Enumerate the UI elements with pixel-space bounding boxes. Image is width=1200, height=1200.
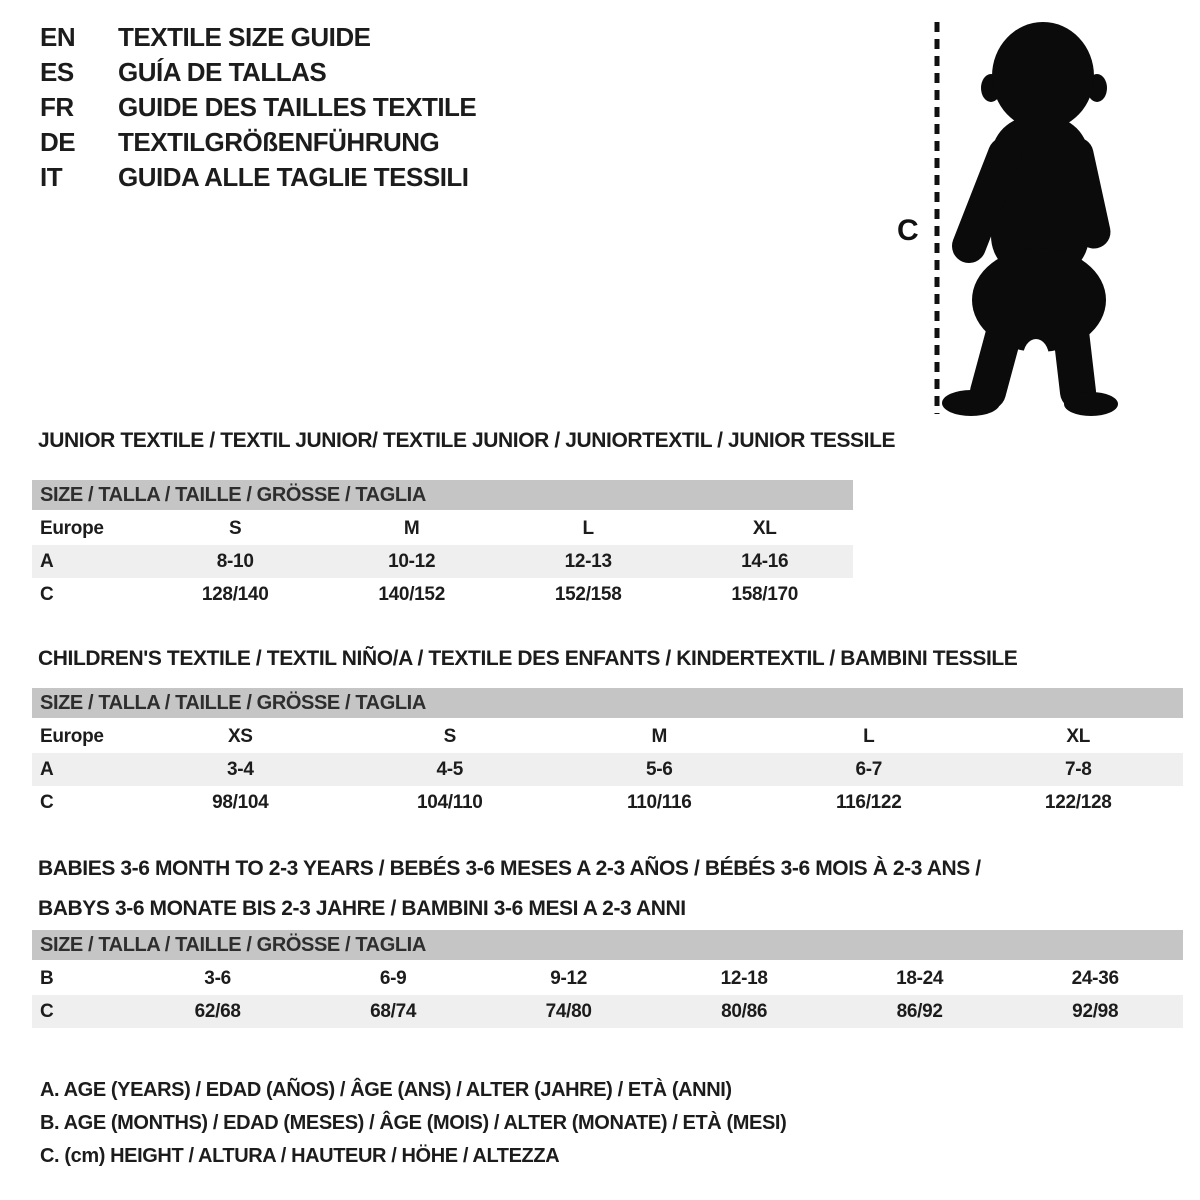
table-cell: 122/128 — [1044, 791, 1112, 813]
column-header: L — [582, 517, 594, 539]
table-row-b — [32, 962, 1183, 995]
toddler-shape — [942, 22, 1118, 416]
section-title-junior — [38, 428, 1183, 454]
language-title: GUIDE DES TAILLES TEXTILE — [118, 92, 477, 122]
table-cell: 92/98 — [1072, 1000, 1119, 1022]
size-header-bar: SIZE / TALLA / TAILLE / GRÖSSE / TAGLIA — [32, 930, 1183, 960]
table-cell: 6-9 — [379, 967, 407, 989]
table-cell: 116/122 — [835, 791, 902, 813]
table-cell: 104/110 — [417, 791, 483, 813]
table-header-row — [32, 512, 853, 545]
table-cell: 62/68 — [194, 1000, 241, 1022]
language-code: EN — [40, 22, 76, 52]
children-size-table — [32, 720, 1183, 819]
column-label: Europe — [40, 517, 104, 539]
table-cell: 152/158 — [554, 583, 622, 605]
column-header: M — [651, 725, 668, 747]
section-title-babies — [38, 849, 1183, 929]
column-header: XS — [227, 725, 253, 747]
language-code: FR — [40, 92, 74, 122]
language-title: TEXTILGRÖßENFÜHRUNG — [118, 127, 440, 157]
row-label: A — [40, 758, 54, 780]
table-cell: 9-12 — [550, 967, 588, 989]
measurement-legend — [40, 1074, 1183, 1173]
column-header: M — [403, 517, 420, 539]
legend-line-b: B. AGE (MONTHS) / EDAD (MESES) / ÂGE (MOIS) / ALTER (MONATE) / ETÀ (MESI) — [40, 1112, 787, 1134]
table-cell: 10-12 — [388, 550, 436, 572]
table-cell: 86/92 — [896, 1000, 943, 1022]
table-cell: 158/170 — [731, 583, 799, 605]
toddler-silhouette — [885, 14, 1155, 419]
size-header-bar: SIZE / TALLA / TAILLE / GRÖSSE / TAGLIA — [32, 480, 853, 510]
table-cell: 128/140 — [201, 583, 269, 605]
language-code: IT — [40, 162, 63, 192]
section-title-line: CHILDREN'S TEXTILE / TEXTIL NIÑO/A / TEXTILE DES ENFANTS / KINDERTEXTIL / BAMBINI TESSILE — [38, 647, 1018, 670]
language-title: GUÍA DE TALLAS — [118, 57, 327, 87]
table-cell: 18-24 — [896, 967, 944, 989]
column-header: S — [443, 725, 456, 747]
table-cell: 12-13 — [564, 550, 612, 572]
height-measure-label: C — [897, 214, 919, 247]
table-row-a — [32, 545, 853, 578]
size-figure — [885, 14, 1155, 419]
table-cell: 6-7 — [855, 758, 882, 780]
column-header: XL — [1066, 725, 1091, 747]
section-title-line: BABYS 3-6 MONATE BIS 2-3 JAHRE / BAMBINI 3-6 MESI A 2-3 ANNI — [38, 897, 686, 920]
table-cell: 8-10 — [216, 550, 254, 572]
table-cell: 140/152 — [378, 583, 445, 605]
section-title-line: BABIES 3-6 MONTH TO 2-3 YEARS / BEBÉS 3-6 MESES A 2-3 AÑOS / BÉBÉS 3-6 MOIS À 2-3 ANS / — [38, 857, 981, 880]
table-cell: 5-6 — [645, 758, 673, 780]
row-label: A — [40, 550, 54, 572]
row-label: C — [40, 1000, 54, 1022]
table-cell: 12-18 — [720, 967, 768, 989]
table-header-row — [32, 720, 1183, 753]
row-label: B — [40, 967, 54, 989]
table-cell: 98/104 — [212, 791, 269, 813]
language-title: GUIDA ALLE TAGLIE TESSILI — [118, 162, 469, 192]
babies-size-table — [32, 962, 1183, 1028]
table-cell: 80/86 — [721, 1000, 768, 1022]
table-cell: 3-4 — [227, 758, 254, 780]
size-header-bar: SIZE / TALLA / TAILLE / GRÖSSE / TAGLIA — [32, 688, 1183, 718]
table-cell: 74/80 — [545, 1000, 592, 1022]
table-cell: 24-36 — [1071, 967, 1119, 989]
table-row-c — [32, 995, 1183, 1028]
table-cell: 3-6 — [204, 967, 231, 989]
section-title-children — [38, 646, 1183, 672]
table-row-a — [32, 753, 1183, 786]
section-title-line: JUNIOR TEXTILE / TEXTIL JUNIOR/ TEXTILE JUNIOR / JUNIORTEXTIL / JUNIOR TESSILE — [38, 429, 896, 452]
column-header: XL — [752, 517, 777, 539]
language-title: TEXTILE SIZE GUIDE — [118, 22, 371, 52]
column-header: S — [229, 517, 242, 539]
table-cell: 7-8 — [1064, 758, 1092, 780]
legend-line-a: A. AGE (YEARS) / EDAD (AÑOS) / ÂGE (ANS) / ALTER (JAHRE) / ETÀ (ANNI) — [40, 1079, 732, 1101]
legend-line-c: C. (cm) HEIGHT / ALTURA / HAUTEUR / HÖHE / ALTEZZA — [40, 1145, 560, 1167]
row-label: C — [40, 791, 54, 813]
table-cell: 110/116 — [627, 791, 692, 813]
column-header: L — [863, 725, 875, 747]
table-row-c — [32, 578, 853, 611]
column-label: Europe — [40, 725, 104, 747]
table-cell: 68/74 — [370, 1000, 417, 1022]
table-cell: 4-5 — [436, 758, 464, 780]
row-label: C — [40, 583, 54, 605]
table-cell: 14-16 — [741, 550, 789, 572]
junior-size-table — [32, 512, 853, 611]
language-code: ES — [40, 57, 74, 87]
language-code: DE — [40, 127, 76, 157]
table-row-c — [32, 786, 1183, 819]
